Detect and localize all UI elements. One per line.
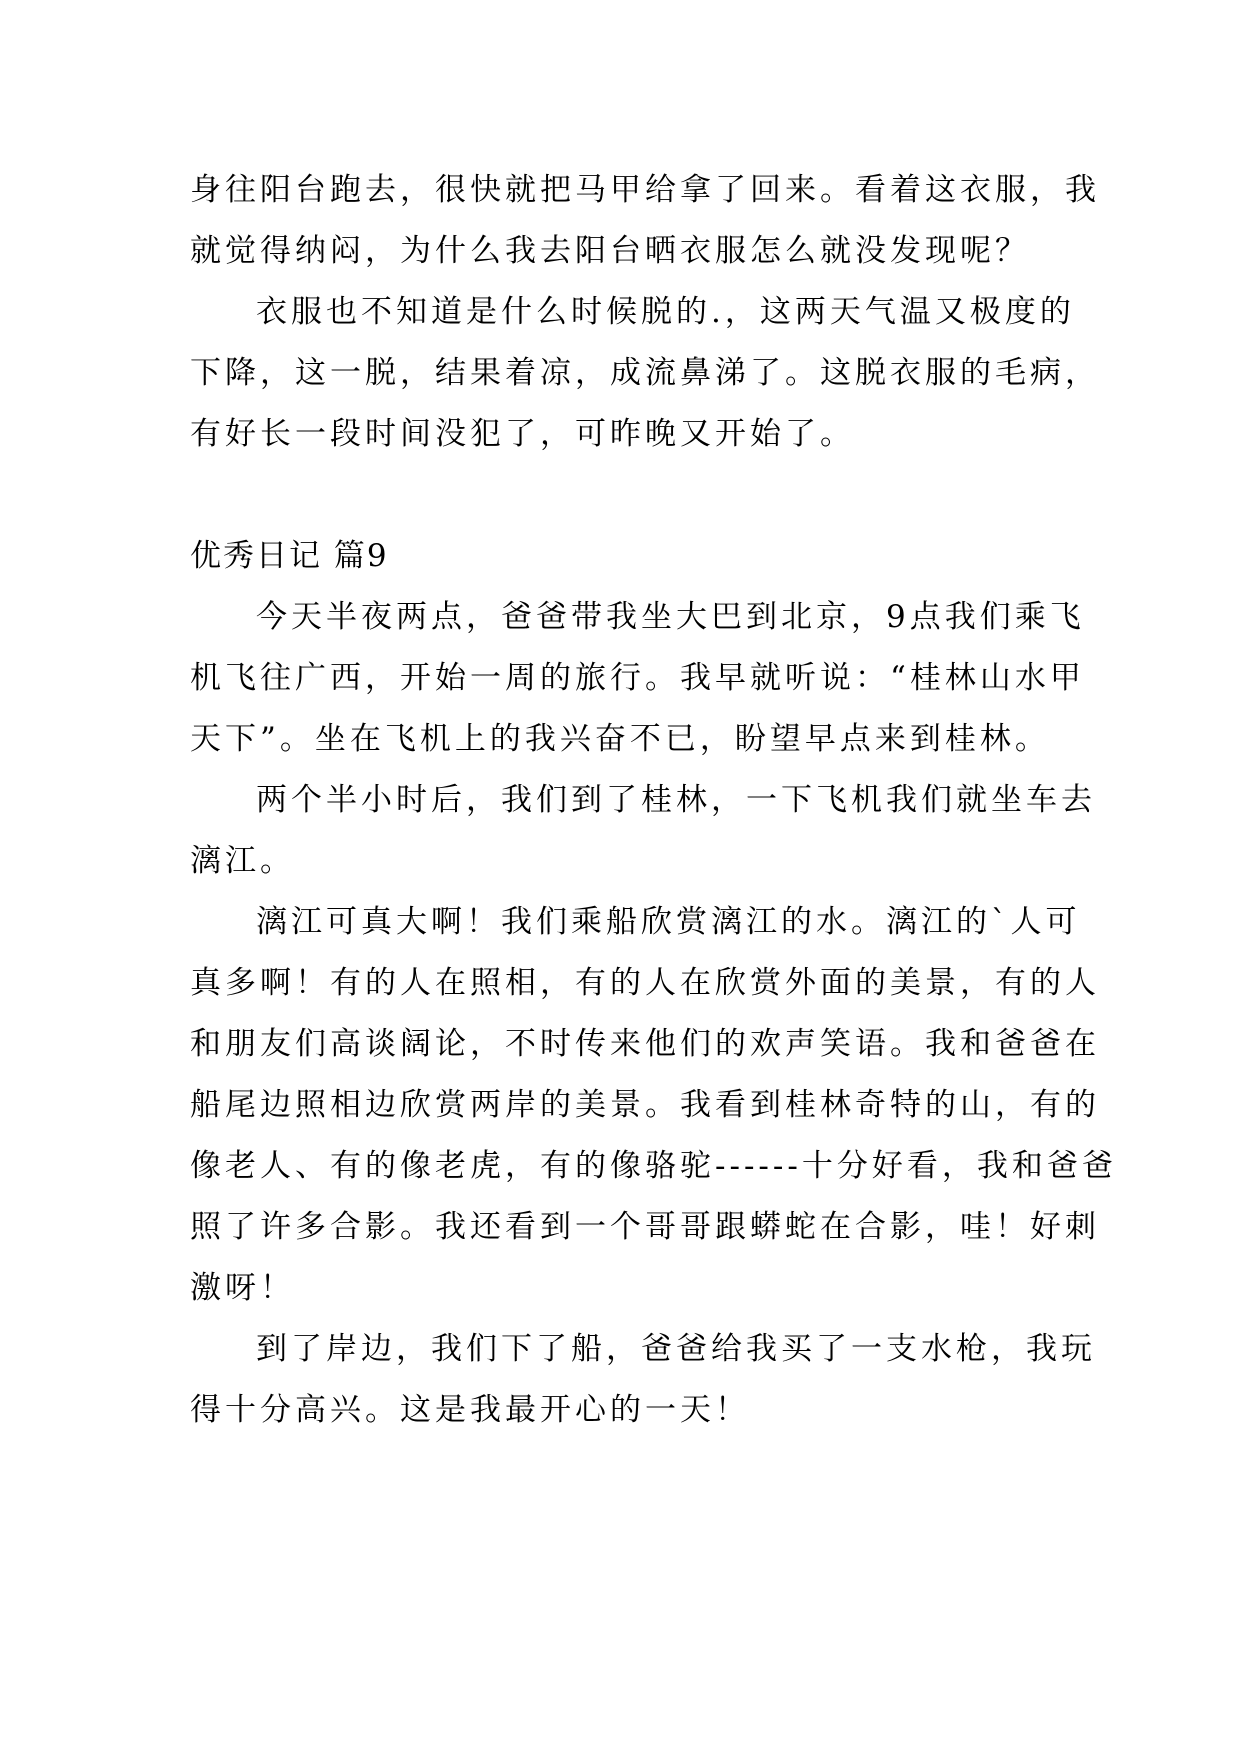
text-line: 天下”。坐在飞机上的我兴奋不已，盼望早点来到桂林。 (190, 721, 1050, 757)
text-line: 今天半夜两点，爸爸带我坐大巴到北京，9点我们乘飞 (256, 599, 1085, 635)
text-line: 得十分高兴。这是我最开心的一天！ (190, 1392, 750, 1428)
section-title: 优秀日记 篇9 (190, 538, 389, 574)
text-line: 机飞往广西，开始一周的旅行。我早就听说：“桂林山水甲 (190, 660, 1085, 696)
text-line: 下降，这一脱，结果着凉，成流鼻涕了。这脱衣服的毛病， (190, 355, 1100, 391)
text-line: 身往阳台跑去，很快就把马甲给拿了回来。看着这衣服，我 (190, 172, 1100, 208)
text-line: 衣服也不知道是什么时候脱的.，这两天气温又极度的 (256, 294, 1075, 330)
text-line: 照了许多合影。我还看到一个哥哥跟蟒蛇在合影，哇！好刺 (190, 1209, 1100, 1245)
text-line: 漓江。 (190, 843, 295, 879)
text-line: 漓江可真大啊！我们乘船欣赏漓江的水。漓江的`人可 (256, 904, 1081, 940)
text-line: 就觉得纳闷，为什么我去阳台晒衣服怎么就没发现呢？ (190, 233, 1030, 269)
text-line: 有好长一段时间没犯了，可昨晚又开始了。 (190, 416, 855, 452)
text-line: 船尾边照相边欣赏两岸的美景。我看到桂林奇特的山，有的 (190, 1087, 1100, 1123)
text-line: 像老人、有的像老虎，有的像骆驼------十分好看，我和爸爸 (190, 1148, 1117, 1184)
text-line: 和朋友们高谈阔论，不时传来他们的欢声笑语。我和爸爸在 (190, 1026, 1100, 1062)
text-line: 真多啊！有的人在照相，有的人在欣赏外面的美景，有的人 (190, 965, 1100, 1001)
text-line: 两个半小时后，我们到了桂林，一下飞机我们就坐车去 (256, 782, 1096, 818)
text-line: 到了岸边，我们下了船，爸爸给我买了一支水枪，我玩 (256, 1331, 1096, 1367)
paragraph-gap (190, 465, 1052, 526)
text-line: 激呀！ (190, 1270, 295, 1306)
document-body (190, 160, 1117, 1441)
